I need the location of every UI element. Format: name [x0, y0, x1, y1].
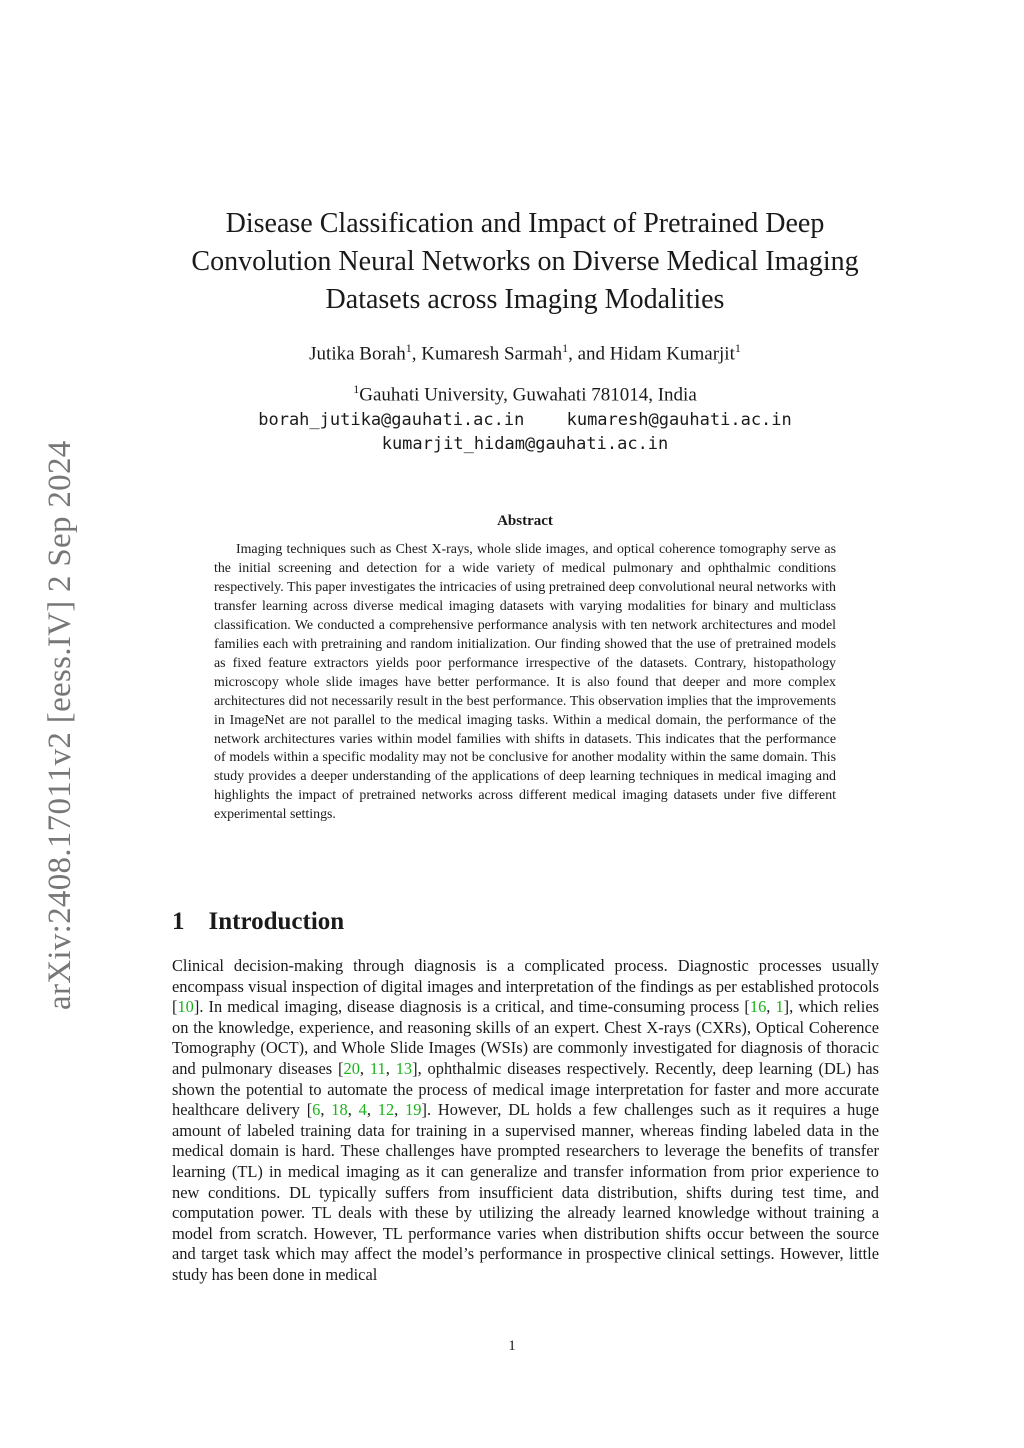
citation-link[interactable]: 4: [358, 1100, 367, 1120]
intro-text: ,: [359, 1058, 370, 1078]
author-name: Hidam Kumarjit: [609, 343, 735, 365]
email-block: [150, 408, 900, 456]
citation-link[interactable]: 10: [177, 997, 194, 1017]
section-number: 1: [172, 908, 185, 935]
author-list: [150, 341, 900, 365]
citation-link[interactable]: 18: [331, 1100, 348, 1120]
intro-text: ,: [366, 1100, 378, 1120]
section-title: Introduction: [208, 908, 345, 935]
email-address[interactable]: kumaresh@gauhati.ac.in: [566, 410, 792, 430]
affiliation: [150, 382, 900, 406]
intro-text: ,: [766, 997, 776, 1017]
intro-text: ], ophthalmic diseases respectively. Recently, deep learning (DL) has shown the potential to automate the process of medical image interpretation for faster and more accurate healthcare delivery [: [172, 1058, 880, 1120]
section-heading: [172, 908, 344, 936]
intro-text: ], which relies on the knowledge, experience, and reasoning skills of an expert. Chest X-rays (CXRs), Optical Coherence Tomography (OCT), and Whole Slide Images (WSIs) are commonly investigated for diagnosis of thoracic and pulmonary diseases [: [172, 997, 879, 1078]
citation-link[interactable]: 20: [343, 1058, 360, 1078]
intro-text: ]. In medical imaging, disease diagnosis is a critical, and time-consuming process [: [193, 997, 750, 1017]
intro-text: ]. However, DL holds a few challenges such as it requires a huge amount of labeled training data for training in a supervised manner, whereas finding labeled data in the medical domain is hard. These challenges have prompted researchers to leverage the benefits of transfer learning (TL) in medical imaging as it can generalize and transfer information from prior experience to new conditions. DL typically suffers from insufficient data distribution, shifts during test time, and computation power. TL deals with these by utilizing the already learned knowledge without training a model from scratch. However, TL performance varies when distribution shifts occur between the source and target task which may affect the model’s performance in prospective clinical settings. However, little study has been done in medical: [172, 1100, 880, 1284]
citation-link[interactable]: 19: [405, 1100, 422, 1120]
affiliation-mark: 1: [353, 382, 360, 396]
author-separator: , and: [568, 343, 610, 365]
author-name: Kumaresh Sarmah: [421, 343, 563, 365]
citation-link[interactable]: 12: [377, 1100, 395, 1120]
intro-text: ,: [320, 1100, 332, 1120]
abstract-heading: Abstract: [497, 513, 553, 529]
author-separator: ,: [411, 343, 422, 365]
citation-link[interactable]: 6: [312, 1100, 321, 1120]
intro-text: ,: [347, 1100, 359, 1120]
title-line: Disease Classification and Impact of Pretrained Deep: [225, 208, 825, 239]
citation-link[interactable]: 1: [775, 997, 784, 1017]
arxiv-identifier: arXiv:2408.17011v2 [eess.IV] 2 Sep 2024: [42, 440, 78, 1010]
email-address[interactable]: kumarjit_hidam@gauhati.ac.in: [381, 434, 669, 454]
author-name: Jutika Borah: [309, 343, 406, 365]
paper-title: [150, 205, 900, 319]
intro-text: ,: [394, 1100, 406, 1120]
citation-link[interactable]: 13: [395, 1058, 413, 1078]
email-address[interactable]: borah_jutika@gauhati.ac.in: [258, 410, 525, 430]
author-affil-mark: 1: [734, 341, 741, 355]
title-line: Convolution Neural Networks on Diverse Medical Imaging: [191, 246, 859, 277]
affiliation-text: Gauhati University, Guwahati 781014, India: [359, 384, 697, 406]
title-line: Datasets across Imaging Modalities: [325, 284, 725, 315]
introduction-paragraph: [172, 956, 879, 1286]
abstract-text: Imaging techniques such as Chest X-rays, whole slide images, and optical coherence tomography serve as the initial screening and detection for a wide variety of medical pulmonary and ophthalmic conditions respectively. This paper investigates the intricacies of using pretrained deep convolutional neural networks with transfer learning across diverse medical imaging datasets with varying modalities for binary and multiclass classification. We conducted a comprehensive performance analysis with ten network architectures and model families each with pretraining and random initialization. Our finding showed that the use of pretrained models as fixed feature extractors yields poor performance irrespective of the datasets. Contrary, histopathology microscopy whole slide images have better performance. It is also found that deeper and more complex architectures did not necessarily result in the best performance. This observation implies that the improvements in ImageNet are not parallel to the medical imaging tasks. Within a medical domain, the performance of the network architectures varies within model families with shifts in datasets. This indicates that the performance of models within a specific modality may not be conclusive for another modality within the same domain. This study provides a deeper understanding of the applications of deep learning techniques in medical imaging and highlights the impact of pretrained networks across different medical imaging datasets under five different experimental settings.: [214, 542, 836, 823]
citation-link[interactable]: 11: [369, 1058, 386, 1078]
author-affil-mark: 1: [405, 341, 412, 355]
page-number: 1: [508, 1338, 516, 1354]
author-affil-mark: 1: [562, 341, 569, 355]
citation-link[interactable]: 16: [749, 997, 767, 1017]
intro-text: Clinical decision-making through diagnosis is a complicated process. Diagnostic processes usually encompass visual inspection of digital images and interpretation of the findings as per established protocols [: [172, 956, 879, 1017]
intro-text: ,: [385, 1058, 396, 1078]
